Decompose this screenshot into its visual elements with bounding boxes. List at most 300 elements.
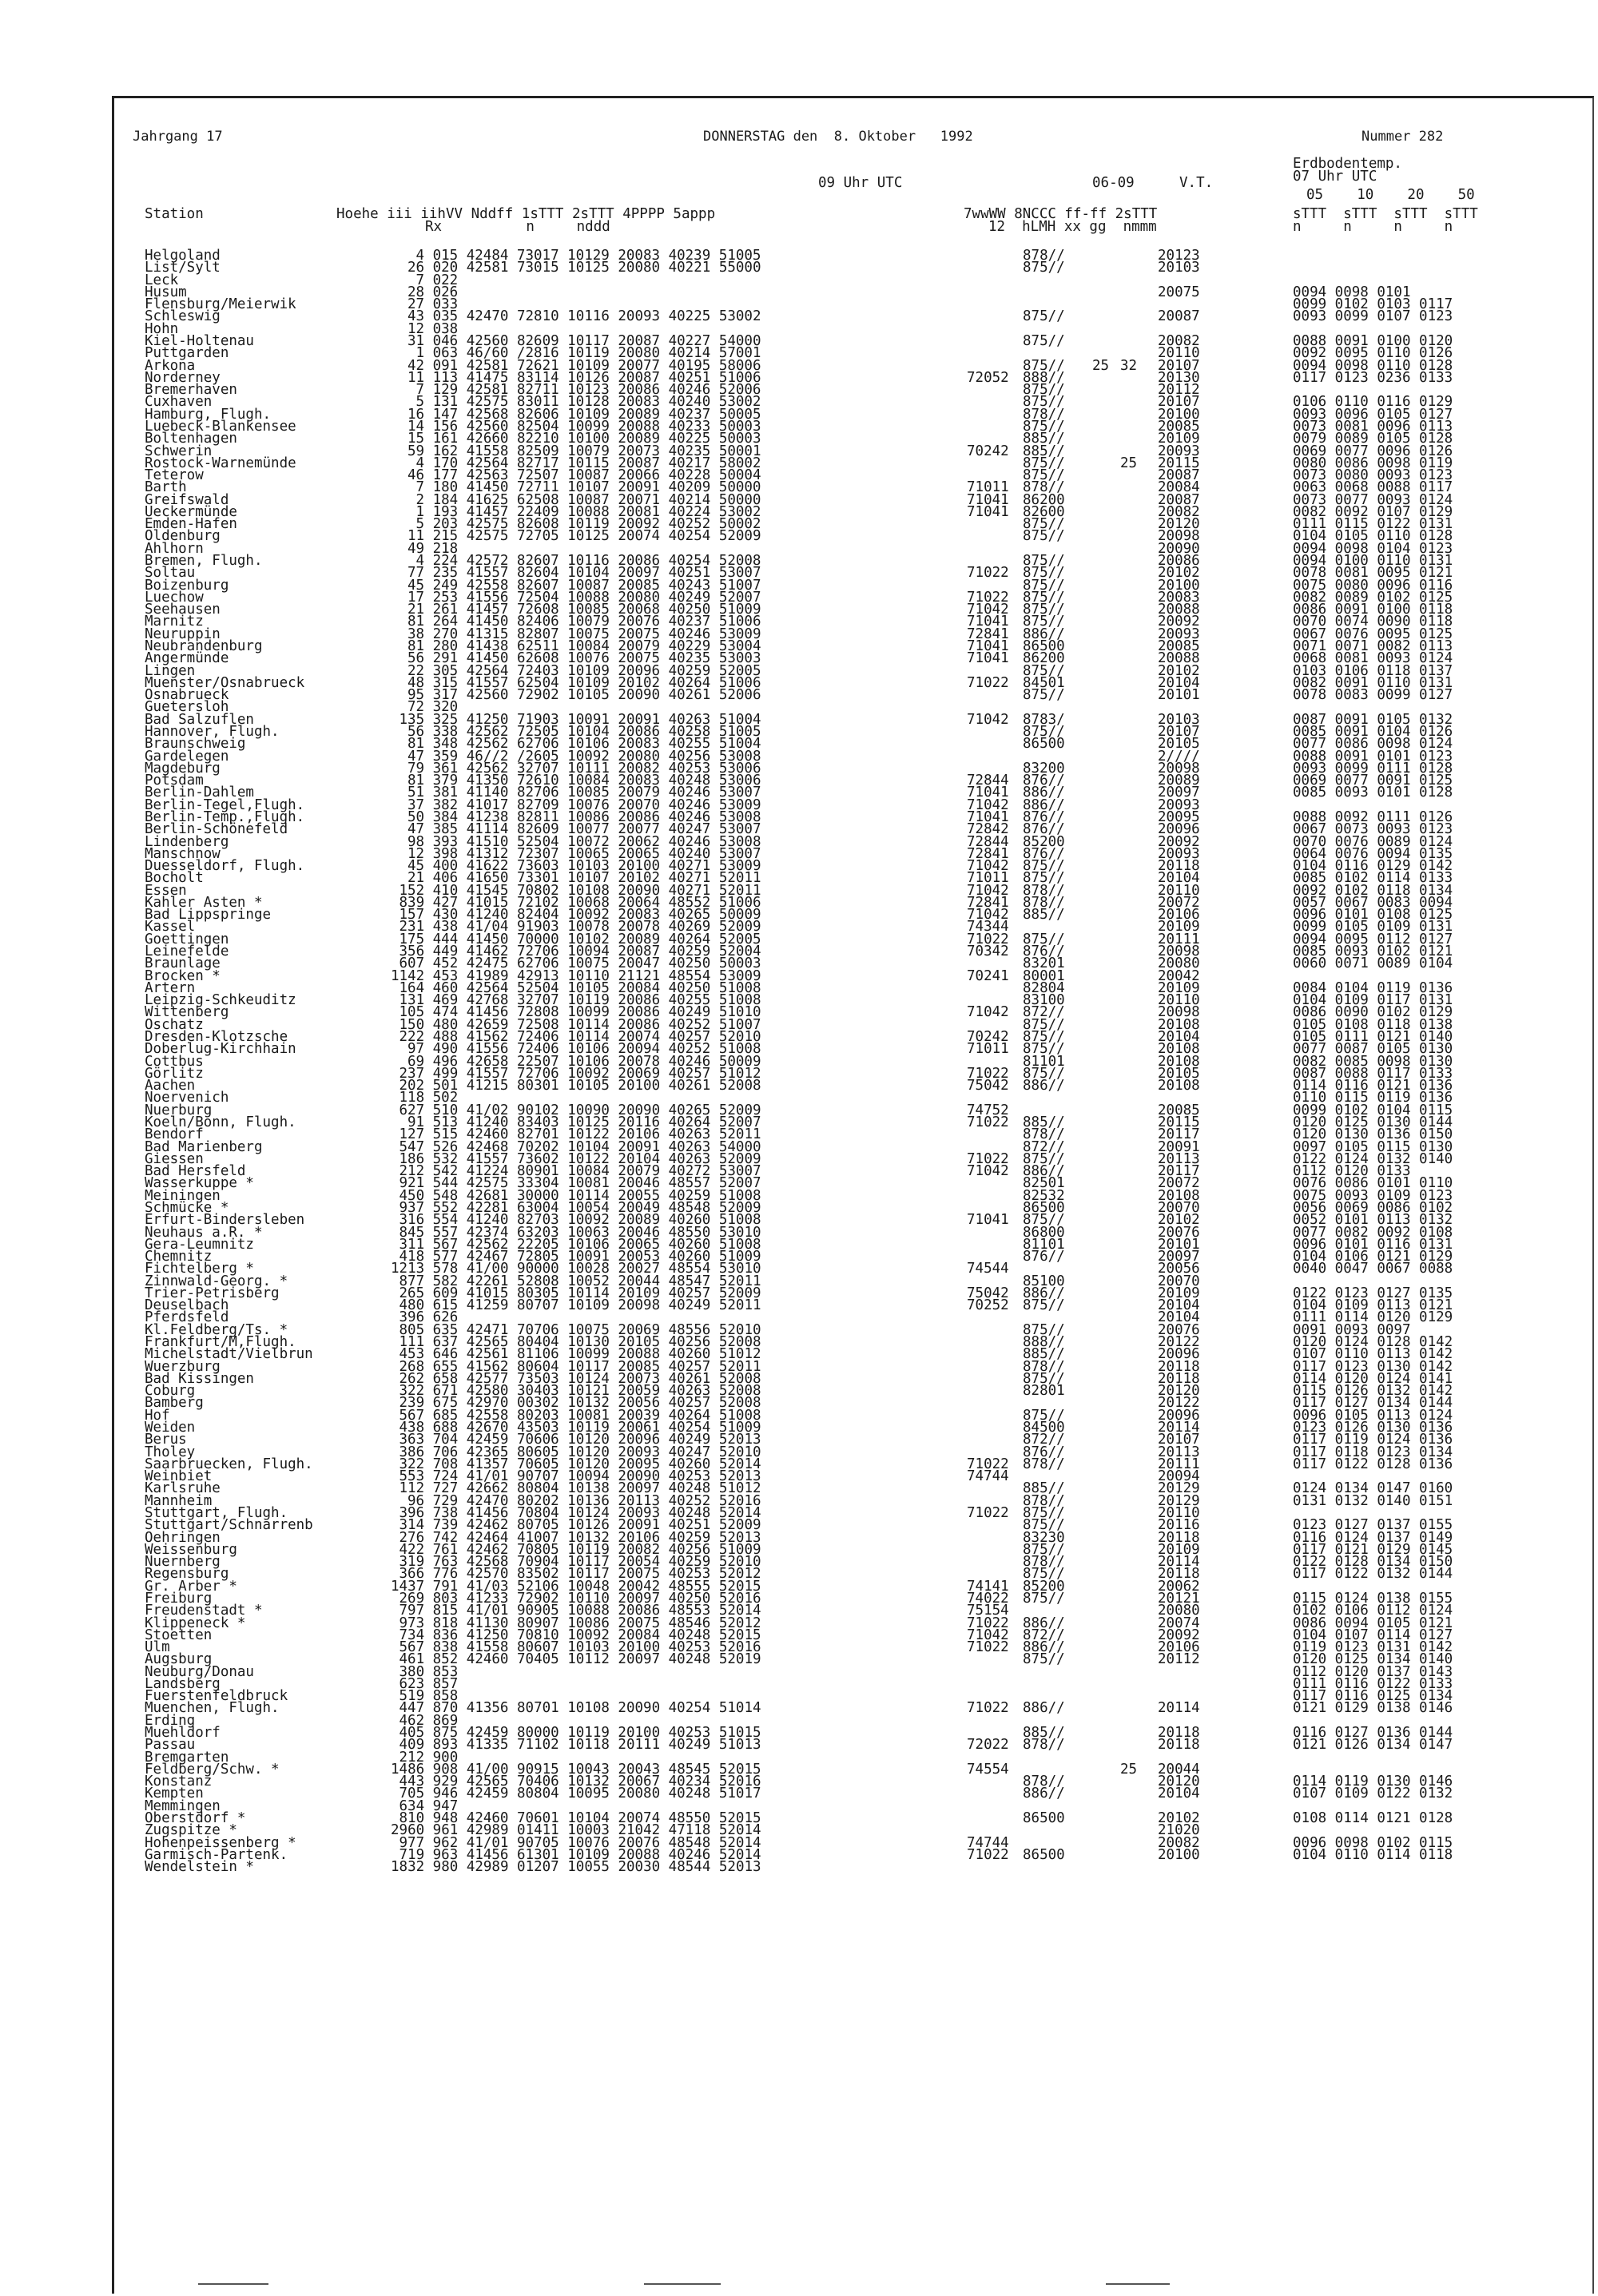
soil-temps: 0104 0109 0117 0131 xyxy=(1293,992,1453,1009)
code-2sttt: 20114 xyxy=(1158,1420,1200,1436)
wind-gg: 25 xyxy=(1120,1761,1138,1778)
code-8nccc: 85100 xyxy=(1023,1273,1065,1289)
synop-group: 356 449 41462 72706 10094 20087 40259 52004 xyxy=(399,943,761,960)
synop-group: 81 280 41438 62511 10084 20079 40229 53004 xyxy=(407,638,761,654)
code-2sttt: 20102 xyxy=(1158,565,1200,582)
code-2sttt: 20070 xyxy=(1158,1273,1200,1289)
synop-group: 127 515 42460 82701 10122 20106 40263 52011 xyxy=(399,1126,761,1143)
synop-group: 11 215 42575 72705 10125 20074 40254 52009 xyxy=(407,528,761,545)
soil-temps: 0088 0091 0100 0120 xyxy=(1293,332,1453,349)
synop-group: 12 398 41312 72307 10065 20065 40240 53007 xyxy=(407,845,761,862)
code-7wwww: 71042 xyxy=(967,882,1009,899)
code-8nccc: 878// xyxy=(1023,1358,1065,1375)
station-name: Giessen xyxy=(145,1150,204,1167)
code-2sttt: 20116 xyxy=(1158,1517,1200,1534)
code-2sttt: 20093 xyxy=(1158,443,1200,459)
station-name: Schleswig xyxy=(145,308,221,325)
synop-group: 453 646 42561 81106 10099 20088 40260 51012 xyxy=(399,1346,761,1363)
code-8nccc: 875// xyxy=(1023,1370,1065,1387)
station-name: Zinnwald-Georg. * xyxy=(145,1273,288,1289)
soil-temps: 0117 0122 0128 0136 xyxy=(1293,1456,1453,1472)
soil-temps: 0094 0100 0110 0131 xyxy=(1293,553,1453,570)
code-7wwww: 71042 xyxy=(967,858,1009,875)
synop-group: 4 170 42564 82717 10115 20087 40217 58002 xyxy=(415,455,761,471)
soil-subheader: n n n n xyxy=(1293,219,1453,235)
code-2sttt: 20087 xyxy=(1158,491,1200,508)
station-name: Tholey xyxy=(145,1444,196,1460)
code-2sttt: 20117 xyxy=(1158,1163,1200,1180)
code-2sttt: 20104 xyxy=(1158,674,1200,691)
soil-temps: 0121 0129 0138 0146 xyxy=(1293,1700,1453,1717)
synop-group: 269 803 41233 72902 10110 20097 40250 52016 xyxy=(399,1590,761,1607)
synop-group: 607 452 42475 62706 10075 20047 40250 50003 xyxy=(399,955,761,972)
station-name: Bamberg xyxy=(145,1395,204,1412)
code-2sttt: 20076 xyxy=(1158,1224,1200,1241)
code-2sttt: 20118 xyxy=(1158,858,1200,875)
code-8nccc: 875// xyxy=(1023,1212,1065,1229)
code-2sttt: 20084 xyxy=(1158,479,1200,496)
station-name: Bad Lippspringe xyxy=(145,907,272,924)
soil-temps: 0114 0116 0121 0136 xyxy=(1293,1078,1453,1094)
synop-group: 480 615 41259 80707 10109 20098 40249 52011 xyxy=(399,1297,761,1314)
synop-group: 47 359 46//2 /2605 10092 20080 40256 53008 xyxy=(407,748,761,765)
soil-temps: 0086 0094 0105 0121 xyxy=(1293,1615,1453,1631)
station-name: Hof xyxy=(145,1407,170,1424)
vt-label: V.T. xyxy=(1179,175,1214,191)
code-2sttt: 20075 xyxy=(1158,284,1200,300)
code-2sttt: 20095 xyxy=(1158,808,1200,825)
station-name: Dresden-Klotzsche xyxy=(145,1029,288,1045)
soil-temps: 0094 0098 0104 0123 xyxy=(1293,540,1453,557)
soil-temps: 0105 0111 0121 0140 xyxy=(1293,1029,1453,1045)
soil-temps: 0088 0092 0111 0126 xyxy=(1293,808,1453,825)
code-7wwww: 72022 xyxy=(967,1737,1009,1754)
synop-group: 443 929 42565 70406 10132 20067 40234 52016 xyxy=(399,1774,761,1790)
synop-group: 212 900 xyxy=(399,1749,459,1766)
soil-temps: 0092 0095 0110 0126 xyxy=(1293,345,1453,362)
synop-group: 4 015 42484 73017 10129 20083 40239 51005 xyxy=(415,248,761,264)
code-8nccc: 82600 xyxy=(1023,503,1065,520)
synop-group: 380 853 xyxy=(399,1663,459,1680)
code-2sttt: 20113 xyxy=(1158,1444,1200,1460)
soil-temps: 0111 0115 0122 0131 xyxy=(1293,516,1453,533)
column-subheader-2: 12 hLMH xx gg nmmm xyxy=(988,219,1157,235)
code-8nccc: 875// xyxy=(1023,1504,1065,1521)
synop-group: 47 385 41114 82609 10077 20077 40247 53007 xyxy=(407,821,761,838)
code-2sttt: 2//// xyxy=(1158,748,1200,765)
code-8nccc: 875// xyxy=(1023,1407,1065,1424)
code-8nccc: 83100 xyxy=(1023,992,1065,1009)
soil-temps: 0120 0130 0136 0150 xyxy=(1293,1126,1453,1143)
station-name: Michelstadt/Vielbrun xyxy=(145,1346,313,1363)
soil-temps: 0093 0099 0107 0123 xyxy=(1293,308,1453,325)
synop-group: 438 688 42670 43503 10119 20061 40254 51009 xyxy=(399,1420,761,1436)
station-name: Erding xyxy=(145,1712,196,1729)
station-name: Freudenstadt * xyxy=(145,1603,263,1619)
synop-group: 157 430 41240 82404 10092 20083 40265 50009 xyxy=(399,907,761,924)
station-name: Neuburg/Donau xyxy=(145,1663,254,1680)
code-7wwww: 70252 xyxy=(967,1297,1009,1314)
synop-group: 95 317 42560 72902 10105 20090 40261 52006 xyxy=(407,687,761,704)
station-name: Soltau xyxy=(145,565,196,582)
code-2sttt: 20102 xyxy=(1158,662,1200,679)
code-2sttt: 20094 xyxy=(1158,1468,1200,1485)
code-8nccc: 82804 xyxy=(1023,979,1065,996)
code-8nccc: 888// xyxy=(1023,1334,1065,1351)
code-7wwww: 72841 xyxy=(967,626,1009,642)
code-2sttt: 20118 xyxy=(1158,1370,1200,1387)
code-7wwww: 74554 xyxy=(967,1761,1009,1778)
code-8nccc: 875// xyxy=(1023,1566,1065,1583)
synop-group: 49 218 xyxy=(407,540,459,557)
station-name: Weissenburg xyxy=(145,1541,237,1558)
code-2sttt: 20102 xyxy=(1158,1810,1200,1826)
soil-temps: 0093 0096 0105 0127 xyxy=(1293,406,1453,423)
soil-temps: 0122 0128 0134 0150 xyxy=(1293,1554,1453,1571)
code-2sttt: 20112 xyxy=(1158,382,1200,399)
synop-group: 69 496 42658 22507 10106 20078 40246 50009 xyxy=(407,1053,761,1070)
soil-temps: 0079 0089 0105 0128 xyxy=(1293,431,1453,447)
code-2sttt: 20118 xyxy=(1158,1566,1200,1583)
station-name: Ahlhorn xyxy=(145,540,204,557)
code-8nccc: 82501 xyxy=(1023,1175,1065,1192)
synop-group: 1213 578 41/00 90000 10028 20027 48554 53010 xyxy=(391,1261,761,1277)
code-8nccc: 878// xyxy=(1023,406,1065,423)
code-2sttt: 20087 xyxy=(1158,467,1200,484)
soil-temps: 0075 0093 0109 0123 xyxy=(1293,1187,1453,1204)
station-name: Gr. Arber * xyxy=(145,1578,237,1595)
code-8nccc: 878// xyxy=(1023,882,1065,899)
station-name: Bremgarten xyxy=(145,1749,229,1766)
soil-temps: 0070 0074 0090 0118 xyxy=(1293,614,1453,630)
synop-group: 450 548 42681 30000 10114 20055 40259 51008 xyxy=(399,1187,761,1204)
code-8nccc: 875// xyxy=(1023,553,1065,570)
soil-temps: 0069 0077 0096 0126 xyxy=(1293,443,1453,459)
soil-temps: 0087 0088 0117 0133 xyxy=(1293,1065,1453,1082)
station-name: Berlin-Schönefeld xyxy=(145,821,288,838)
code-7wwww: 71022 xyxy=(967,589,1009,606)
code-2sttt: 20105 xyxy=(1158,1065,1200,1082)
code-8nccc: 81101 xyxy=(1023,1053,1065,1070)
synop-group: 21 406 41650 73301 10107 20102 40271 52011 xyxy=(407,870,761,887)
code-2sttt: 20098 xyxy=(1158,943,1200,960)
station-name: Doberlug-Kirchhain xyxy=(145,1041,296,1058)
station-name: Görlitz xyxy=(145,1065,204,1082)
code-7wwww: 71041 xyxy=(967,808,1009,825)
soil-temps: 0080 0086 0098 0119 xyxy=(1293,455,1453,471)
synop-group: 363 704 42459 70606 10120 20096 40249 52013 xyxy=(399,1432,761,1448)
soil-temps: 0104 0116 0129 0142 xyxy=(1293,858,1453,875)
station-name: Puttgarden xyxy=(145,345,229,362)
synop-group: 4 224 42572 82607 10116 20086 40254 52008 xyxy=(415,553,761,570)
code-8nccc: 86500 xyxy=(1023,736,1065,753)
synop-group: 265 609 41015 80305 10114 20109 40257 52009 xyxy=(399,1285,761,1301)
station-name: List/Sylt xyxy=(145,260,221,276)
soil-temps: 0077 0087 0105 0130 xyxy=(1293,1041,1453,1058)
code-2sttt: 20101 xyxy=(1158,687,1200,704)
synop-group: 17 253 41556 72504 10088 20080 40249 52007 xyxy=(407,589,761,606)
code-2sttt: 21020 xyxy=(1158,1822,1200,1839)
soil-temps: 0099 0105 0109 0131 xyxy=(1293,919,1453,935)
synop-group: 72 320 xyxy=(407,699,459,716)
soil-temps: 0093 0099 0111 0128 xyxy=(1293,760,1453,777)
station-name: Neuruppin xyxy=(145,626,221,642)
soil-temps: 0110 0115 0119 0136 xyxy=(1293,1090,1453,1106)
soil-temps: 0117 0122 0132 0144 xyxy=(1293,1566,1453,1583)
code-8nccc: 878// xyxy=(1023,479,1065,496)
code-2sttt: 20098 xyxy=(1158,1004,1200,1021)
synop-group: 239 675 42970 00302 10132 20056 40257 52008 xyxy=(399,1395,761,1412)
wind-xx: 25 xyxy=(1092,357,1110,374)
synop-group: 51 381 41140 82706 10085 20079 40246 53007 xyxy=(407,785,761,801)
code-7wwww: 71042 xyxy=(967,1163,1009,1180)
synop-group: 48 315 41557 62504 10109 20102 40264 51006 xyxy=(407,674,761,691)
soil-temp-title: Erdbodentemp. xyxy=(1293,156,1402,172)
synop-group: 1142 453 41989 42913 10110 21121 48554 53009 xyxy=(391,967,761,984)
code-7wwww: 72841 xyxy=(967,894,1009,911)
code-8nccc: 878// xyxy=(1023,1492,1065,1509)
synop-group: 16 147 42568 82606 10109 20089 40237 50005 xyxy=(407,406,761,423)
code-2sttt: 20085 xyxy=(1158,638,1200,654)
synop-group: 734 836 41250 70810 10092 20084 40248 52015 xyxy=(399,1627,761,1643)
code-8nccc: 885// xyxy=(1023,1480,1065,1497)
code-7wwww: 71022 xyxy=(967,1150,1009,1167)
station-name: Wasserkuppe * xyxy=(145,1175,254,1192)
station-name: Noervenich xyxy=(145,1090,229,1106)
code-8nccc: 875// xyxy=(1023,1321,1065,1338)
soil-temps: 0096 0101 0108 0125 xyxy=(1293,907,1453,924)
soil-temps: 0073 0077 0093 0124 xyxy=(1293,491,1453,508)
soil-temps: 0116 0127 0136 0144 xyxy=(1293,1725,1453,1742)
code-2sttt: 20109 xyxy=(1158,979,1200,996)
code-2sttt: 20121 xyxy=(1158,1590,1200,1607)
code-2sttt: 20110 xyxy=(1158,882,1200,899)
station-name: Erfurt-Bindersleben xyxy=(145,1212,305,1229)
soil-temps: 0077 0086 0098 0124 xyxy=(1293,736,1453,753)
code-7wwww: 74752 xyxy=(967,1102,1009,1118)
station-name: Kiel-Holtenau xyxy=(145,332,254,349)
synop-group: 152 410 41545 70802 10108 20090 40271 52011 xyxy=(399,882,761,899)
synop-group: 7 129 42581 82711 10123 20086 40246 52006 xyxy=(415,382,761,399)
soil-temps: 0122 0124 0132 0140 xyxy=(1293,1150,1453,1167)
code-7wwww: 74744 xyxy=(967,1834,1009,1851)
code-8nccc: 875// xyxy=(1023,1541,1065,1558)
synop-group: 719 963 41456 61301 10109 20088 40246 52014 xyxy=(399,1846,761,1863)
code-2sttt: 20072 xyxy=(1158,894,1200,911)
code-2sttt: 20114 xyxy=(1158,1700,1200,1717)
station-header: Station xyxy=(145,206,204,222)
code-2sttt: 20080 xyxy=(1158,955,1200,972)
station-name: Potsdam xyxy=(145,773,204,789)
code-7wwww: 71011 xyxy=(967,870,1009,887)
station-name: Stuttgart/Schnarrenb xyxy=(145,1517,313,1534)
soil-temps: 0104 0110 0114 0118 xyxy=(1293,1846,1453,1863)
soil-temps: 0122 0123 0127 0135 xyxy=(1293,1285,1453,1301)
code-2sttt: 20108 xyxy=(1158,1078,1200,1094)
footer-rule xyxy=(644,2283,721,2285)
synop-group: 77 235 41557 82604 10104 20097 40251 53007 xyxy=(407,565,761,582)
code-8nccc: 875// xyxy=(1023,382,1065,399)
code-2sttt: 20104 xyxy=(1158,1029,1200,1045)
code-8nccc: 875// xyxy=(1023,1590,1065,1607)
soil-temps: 0075 0080 0096 0116 xyxy=(1293,577,1453,594)
soil-temps: 0104 0106 0121 0129 xyxy=(1293,1249,1453,1265)
station-name: Fuerstenfeldbruck xyxy=(145,1688,288,1705)
station-name: Muenchen, Flugh. xyxy=(145,1700,280,1717)
station-name: Bad Hersfeld xyxy=(145,1163,246,1180)
code-2sttt: 20103 xyxy=(1158,711,1200,728)
station-name: Frankfurt/M,Flugh. xyxy=(145,1334,296,1351)
code-2sttt: 20092 xyxy=(1158,1627,1200,1643)
synop-group: 222 488 41562 72406 10114 20074 40257 52010 xyxy=(399,1029,761,1045)
station-name: Hohenpeissenberg * xyxy=(145,1834,296,1851)
code-2sttt: 20118 xyxy=(1158,1529,1200,1546)
station-name: Braunlage xyxy=(145,955,221,972)
code-7wwww: 71022 xyxy=(967,931,1009,947)
soil-depths: 05 10 20 50 xyxy=(1306,187,1475,203)
synop-group: 262 658 42577 73503 10124 20073 40261 52008 xyxy=(399,1370,761,1387)
station-name: Weiden xyxy=(145,1420,196,1436)
synop-group: 105 474 41456 72808 10099 20086 40249 51010 xyxy=(399,1004,761,1021)
station-name: Brocken * xyxy=(145,967,221,984)
soil-temps: 0073 0080 0093 0123 xyxy=(1293,467,1453,484)
jahrgang: Jahrgang 17 xyxy=(133,129,223,145)
soil-temps: 0070 0076 0089 0124 xyxy=(1293,833,1453,850)
code-2sttt: 20100 xyxy=(1158,406,1200,423)
code-7wwww: 71042 xyxy=(967,1627,1009,1643)
soil-temps: 0096 0101 0116 0131 xyxy=(1293,1236,1453,1253)
synop-group: 1437 791 41/03 52106 10048 20042 48555 52015 xyxy=(391,1578,761,1595)
code-7wwww: 71011 xyxy=(967,479,1009,496)
code-8nccc: 885// xyxy=(1023,1346,1065,1363)
wind-gg: 25 xyxy=(1120,455,1138,471)
code-2sttt: 20122 xyxy=(1158,1395,1200,1412)
code-8nccc: 875// xyxy=(1023,516,1065,533)
synop-group: 202 501 41215 80301 10105 20100 40261 52008 xyxy=(399,1078,761,1094)
code-8nccc: 85200 xyxy=(1023,833,1065,850)
station-name: Nuerburg xyxy=(145,1102,213,1118)
code-2sttt: 20104 xyxy=(1158,1309,1200,1326)
code-8nccc: 875// xyxy=(1023,577,1065,594)
soil-temps: 0082 0085 0098 0130 xyxy=(1293,1053,1453,1070)
code-2sttt: 20091 xyxy=(1158,1138,1200,1155)
soil-temps: 0073 0081 0096 0113 xyxy=(1293,418,1453,435)
soil-temps: 0063 0068 0088 0117 xyxy=(1293,479,1453,496)
code-8nccc: 80001 xyxy=(1023,967,1065,984)
synop-group: 839 427 41015 72102 10068 20064 48552 51006 xyxy=(399,894,761,911)
code-2sttt: 20042 xyxy=(1158,967,1200,984)
soil-temps: 0117 0127 0134 0144 xyxy=(1293,1395,1453,1412)
synop-group: 212 542 41224 80901 10084 20079 40272 53007 xyxy=(399,1163,761,1180)
station-name: Magdeburg xyxy=(145,760,221,777)
code-2sttt: 20096 xyxy=(1158,1407,1200,1424)
soil-temps: 0064 0076 0094 0135 xyxy=(1293,845,1453,862)
synop-group: 409 893 41335 71102 10118 20111 40249 51013 xyxy=(399,1737,761,1754)
station-name: Feldberg/Schw. * xyxy=(145,1761,280,1778)
code-8nccc: 82532 xyxy=(1023,1187,1065,1204)
code-8nccc: 888// xyxy=(1023,369,1065,386)
code-2sttt: 20082 xyxy=(1158,1834,1200,1851)
soil-temps: 0088 0091 0101 0123 xyxy=(1293,748,1453,765)
code-8nccc: 876// xyxy=(1023,808,1065,825)
code-2sttt: 20089 xyxy=(1158,773,1200,789)
synop-group: 22 305 42564 72403 10109 20096 40259 52005 xyxy=(407,662,761,679)
station-name: Kempten xyxy=(145,1786,204,1802)
synop-group: 396 738 41456 70804 10124 20093 40248 52014 xyxy=(399,1504,761,1521)
code-2sttt: 20111 xyxy=(1158,1456,1200,1472)
code-7wwww: 71042 xyxy=(967,796,1009,813)
synop-group: 50 384 41238 82811 10086 20086 40246 53008 xyxy=(407,808,761,825)
synop-group: 31 046 42560 82609 10117 20087 40227 54000 xyxy=(407,332,761,349)
code-8nccc: 886// xyxy=(1023,1615,1065,1631)
station-name: Koeln/Bonn, Flugh. xyxy=(145,1114,296,1130)
code-7wwww: 71022 xyxy=(967,1639,1009,1656)
synop-group: 7 180 41450 72711 10107 20091 40209 50000 xyxy=(415,479,761,496)
synop-group: 396 626 xyxy=(399,1309,459,1326)
code-8nccc: 876// xyxy=(1023,943,1065,960)
station-name: Boltenhagen xyxy=(145,431,237,447)
code-8nccc: 875// xyxy=(1023,565,1065,582)
synop-group: 164 460 42564 52504 10105 20084 40250 51008 xyxy=(399,979,761,996)
station-name: Weinbiet xyxy=(145,1468,213,1485)
code-7wwww: 72052 xyxy=(967,369,1009,386)
synop-group: 96 729 42470 80202 10136 20113 40252 52016 xyxy=(407,1492,761,1509)
station-name: Freiburg xyxy=(145,1590,213,1607)
code-7wwww: 72841 xyxy=(967,845,1009,862)
code-7wwww: 71041 xyxy=(967,1212,1009,1229)
code-2sttt: 20093 xyxy=(1158,626,1200,642)
soil-temps: 0119 0123 0131 0142 xyxy=(1293,1639,1453,1656)
synop-group: 37 382 41017 82709 10076 20070 40246 53009 xyxy=(407,796,761,813)
code-8nccc: 885// xyxy=(1023,907,1065,924)
footer-rule xyxy=(198,2283,268,2285)
station-name: Rostock-Warnemünde xyxy=(145,455,296,471)
synop-group: 1 193 41457 22409 10088 20081 40224 53002 xyxy=(415,503,761,520)
station-name: Norderney xyxy=(145,369,221,386)
code-2sttt: 20120 xyxy=(1158,516,1200,533)
station-name: Cuxhaven xyxy=(145,394,213,411)
code-7wwww: 71022 xyxy=(967,1456,1009,1472)
soil-temps: 0114 0120 0124 0141 xyxy=(1293,1370,1453,1387)
station-name: Barth xyxy=(145,479,187,496)
station-name: Wuerzburg xyxy=(145,1358,221,1375)
synop-group: 111 637 42565 80404 10130 20105 40256 52008 xyxy=(399,1334,761,1351)
synop-group: 1486 908 41/00 90915 10043 20043 48545 52015 xyxy=(391,1761,761,1778)
synop-group: 268 655 41562 80604 10117 20085 40257 52011 xyxy=(399,1358,761,1375)
soil-temps: 0117 0119 0124 0136 xyxy=(1293,1432,1453,1448)
code-2sttt: 20108 xyxy=(1158,1187,1200,1204)
code-8nccc: 872// xyxy=(1023,1432,1065,1448)
soil-temps: 0117 0123 0236 0133 xyxy=(1293,369,1453,386)
code-7wwww: 72844 xyxy=(967,773,1009,789)
soil-temps: 0078 0081 0095 0121 xyxy=(1293,565,1453,582)
soil-temps: 0060 0071 0089 0104 xyxy=(1293,955,1453,972)
synop-group: 46 177 42563 72507 10087 20066 40228 50004 xyxy=(407,467,761,484)
code-2sttt: 20107 xyxy=(1158,357,1200,374)
synop-group: 56 291 41450 62608 10076 20075 40235 53003 xyxy=(407,650,761,667)
synop-group: 921 544 42575 33304 10081 20046 48557 52007 xyxy=(399,1175,761,1192)
code-8nccc: 875// xyxy=(1023,418,1065,435)
code-2sttt: 20129 xyxy=(1158,1480,1200,1497)
code-8nccc: 875// xyxy=(1023,614,1065,630)
synop-group: 112 727 42662 80804 10138 20097 40248 51012 xyxy=(399,1480,761,1497)
code-8nccc: 84500 xyxy=(1023,1420,1065,1436)
code-8nccc: 86500 xyxy=(1023,1846,1065,1863)
code-7wwww: 72842 xyxy=(967,821,1009,838)
code-2sttt: 20110 xyxy=(1158,1504,1200,1521)
soil-temps: 0086 0091 0100 0118 xyxy=(1293,602,1453,618)
synop-group: 322 708 41357 70605 10120 20095 40260 52014 xyxy=(399,1456,761,1472)
